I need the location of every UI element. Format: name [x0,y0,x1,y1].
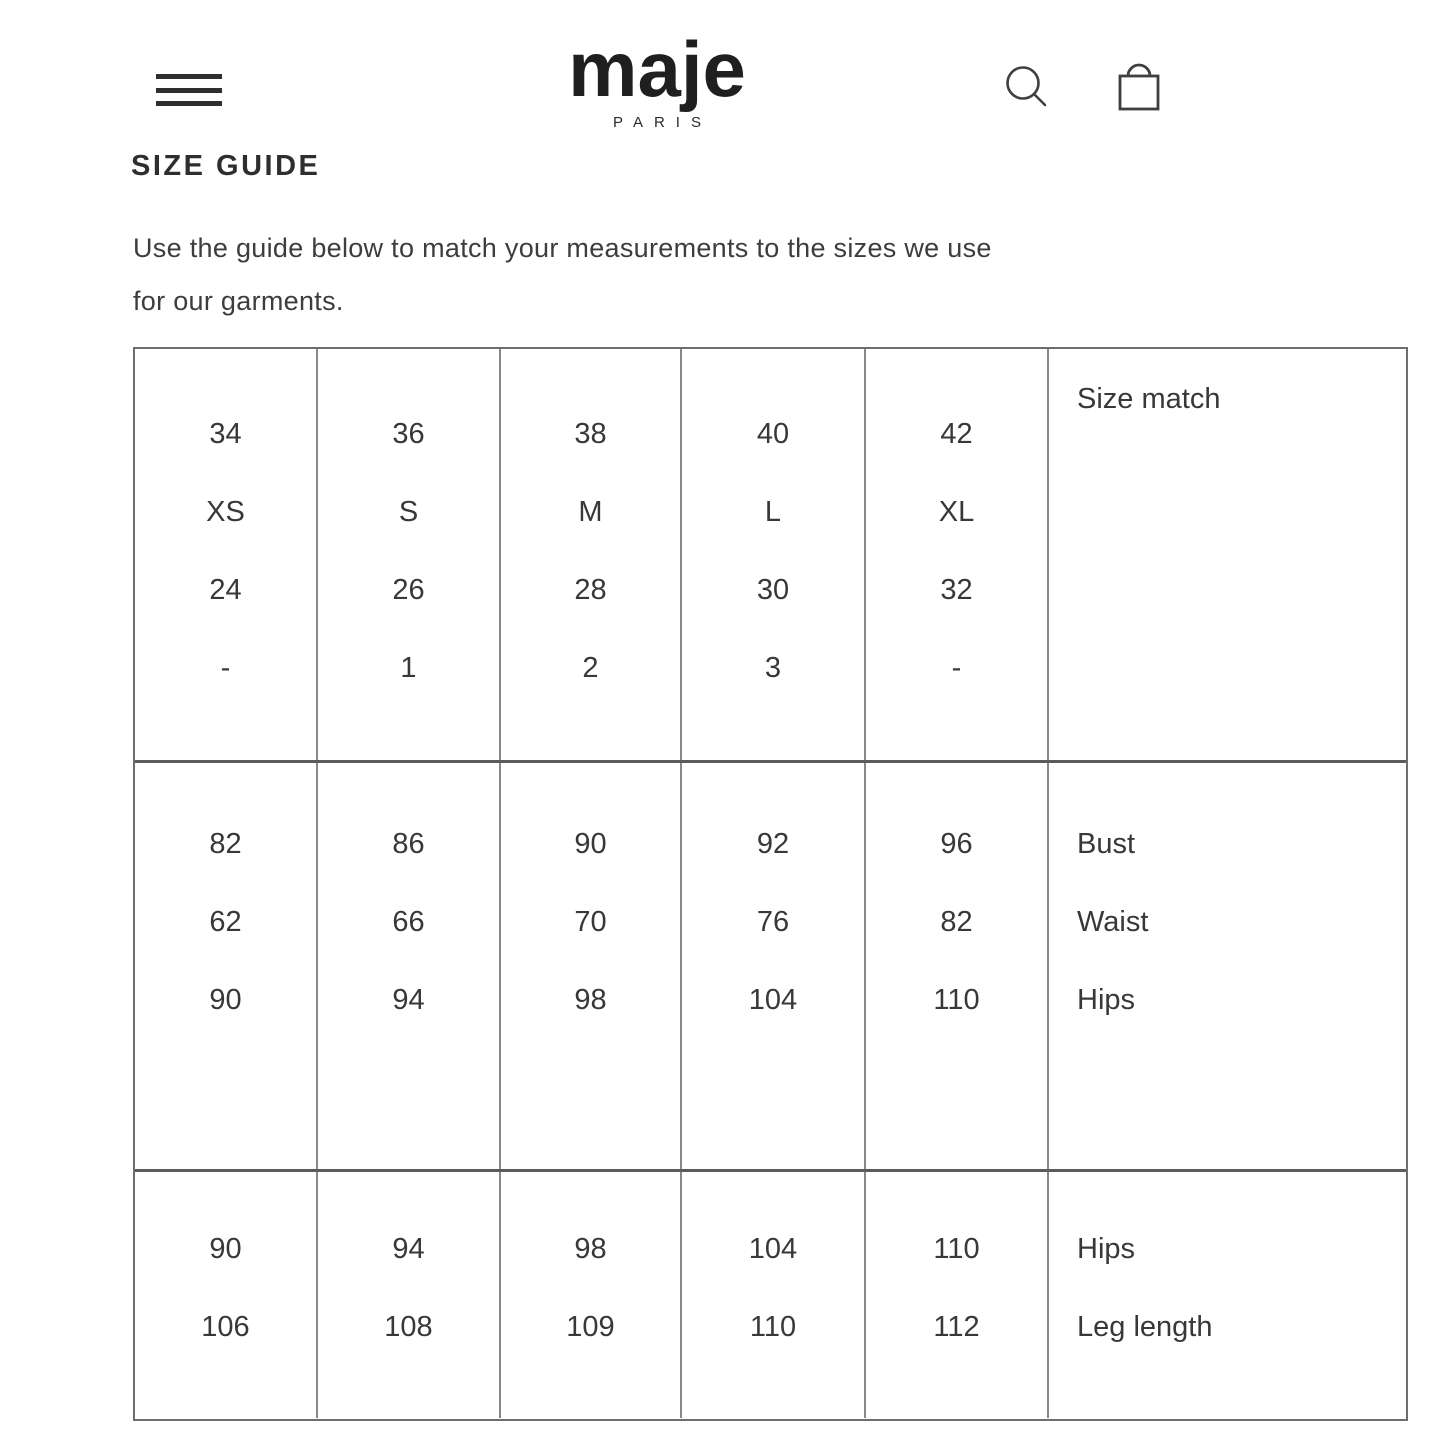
size-value: M [578,496,603,528]
measurement-value: 94 [392,1233,425,1265]
cart-button[interactable] [1110,54,1168,114]
measurement-value: 112 [933,1311,980,1343]
intro-line-1: Use the guide below to match your measurements to the sizes we use [133,233,992,263]
brand-logo-subtitle: PARIS [613,114,712,131]
size-match-header: Size match [1077,383,1221,415]
measurement-value: 94 [392,984,425,1016]
size-column [682,349,866,760]
table-section-body-measurements [135,760,1406,1169]
row-label: Bust [1077,828,1136,860]
search-button[interactable] [1000,60,1052,112]
intro-text [133,222,992,328]
measurement-value: 98 [574,1233,607,1265]
size-guide-table [133,347,1408,1421]
hamburger-menu-button[interactable] [156,72,224,108]
brand-logo-text: maje [568,25,746,113]
size-column [501,349,682,760]
measurement-value: 82 [940,906,973,938]
measurement-value: 90 [209,984,242,1016]
hamburger-icon [156,101,222,106]
size-value: L [764,496,782,528]
shopping-bag-icon [1110,54,1168,114]
measurement-value: 90 [209,1233,242,1265]
measurement-value: 86 [392,828,425,860]
size-column [866,349,1049,760]
size-value: 36 [392,418,425,450]
measurement-column [135,1172,318,1418]
row-label: Hips [1077,984,1136,1016]
size-value: 32 [940,574,973,606]
measurement-value: 96 [940,828,973,860]
measurement-column [501,763,682,1169]
measurement-value: 109 [566,1311,615,1343]
size-value: 26 [392,574,425,606]
size-column [135,349,318,760]
size-value: 1 [400,652,417,684]
measurement-column [318,763,501,1169]
row-label-column [1049,1172,1406,1418]
measurement-value: 110 [749,1311,797,1343]
size-column [318,349,501,760]
measurement-value: 98 [574,984,607,1016]
size-value: 24 [209,574,242,606]
measurement-column [135,763,318,1169]
hamburger-icon [156,88,222,93]
measurement-value: 70 [574,906,607,938]
size-value: - [220,652,231,684]
size-value: S [398,496,419,528]
measurement-column [682,1172,866,1418]
measurement-value: 66 [392,906,425,938]
table-section-sizes [135,349,1406,760]
measurement-value: 104 [748,1233,798,1265]
measurement-value: 106 [201,1311,250,1343]
size-value: XL [938,496,975,528]
measurement-value: 104 [748,984,798,1016]
hamburger-icon [156,74,222,79]
size-value: - [951,652,962,684]
measurement-value: 82 [209,828,242,860]
size-value: 34 [209,418,242,450]
size-value: 42 [940,418,973,450]
measurement-value: 92 [756,828,790,860]
size-value: 30 [756,574,790,606]
measurement-column [866,763,1049,1169]
page-title: SIZE GUIDE [131,150,321,182]
size-match-column [1049,349,1406,760]
measurement-value: 62 [209,906,242,938]
measurement-value: 108 [384,1311,433,1343]
size-value: 3 [764,652,782,684]
size-value: 28 [574,574,607,606]
search-icon [1000,60,1052,112]
row-label: Leg length [1077,1311,1213,1343]
table-section-garment-measurements [135,1169,1406,1418]
measurement-column [682,763,866,1169]
measurement-value: 90 [574,828,607,860]
row-label: Hips [1077,1233,1136,1265]
row-label-column [1049,763,1406,1169]
size-value: 2 [582,652,599,684]
brand-logo[interactable] [562,26,752,131]
measurement-column [866,1172,1049,1418]
size-value: 38 [574,418,607,450]
row-label: Waist [1077,906,1149,938]
measurement-column [501,1172,682,1418]
measurement-value: 110 [933,984,980,1016]
measurement-value: 76 [756,906,790,938]
intro-line-2: for our garments. [133,286,344,316]
size-value: 40 [756,418,790,450]
measurement-column [318,1172,501,1418]
size-value: XS [206,496,245,528]
measurement-value: 110 [933,1233,980,1265]
